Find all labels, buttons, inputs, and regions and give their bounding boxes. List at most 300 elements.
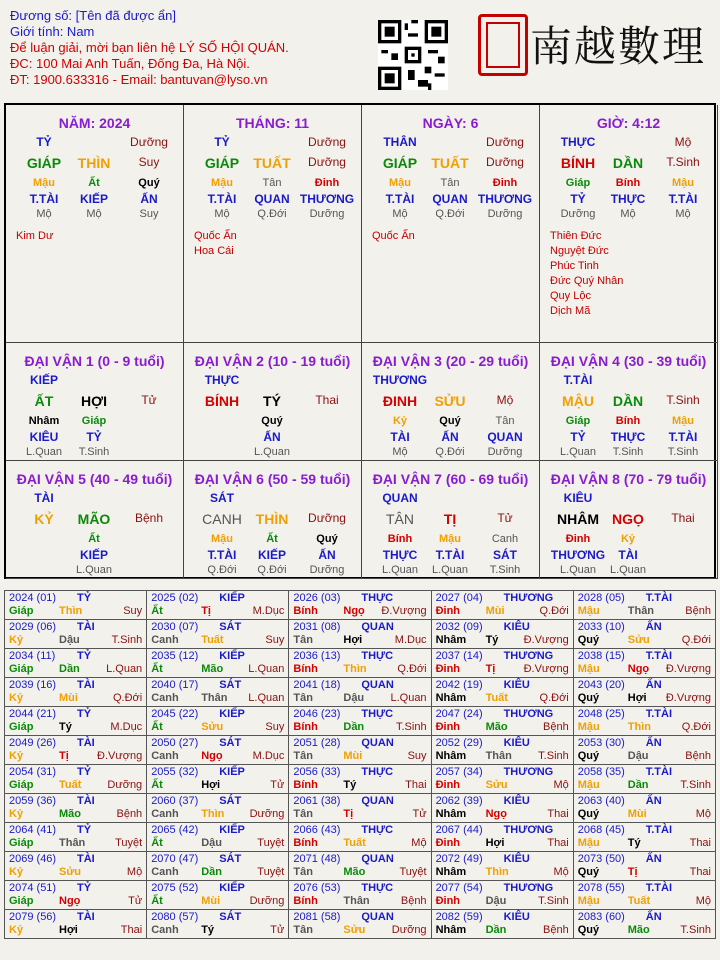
year-ten-god: THỰC <box>361 650 394 662</box>
hidden-state: T.Sinh <box>667 446 699 458</box>
hidden-ten-god: T.TÀI <box>435 548 465 562</box>
hidden-ten-god: TÀI <box>618 548 638 562</box>
year-stem: Ất <box>151 721 163 733</box>
table-row <box>5 765 716 794</box>
luck-cell <box>362 461 540 579</box>
year-ten-god: KIẾP <box>219 650 245 662</box>
year-label: 2061 (38) <box>293 795 341 807</box>
year-label: 2048 (25) <box>577 708 625 720</box>
year-stem: Tân <box>293 750 313 762</box>
year-phase: Tử <box>412 808 427 820</box>
year-ten-god: SÁT <box>219 737 242 749</box>
year-box <box>576 881 713 909</box>
hidden-state: Mộ <box>392 446 408 458</box>
hidden-state: Q.Đới <box>257 208 287 220</box>
year-stem: Bính <box>293 605 318 617</box>
table-row <box>5 823 716 852</box>
year-branch: Tị <box>485 663 496 675</box>
year-phase: Q.Đới <box>397 663 427 675</box>
year-branch: Thân <box>485 750 512 762</box>
year-phase: Tử <box>128 895 143 907</box>
owner-line: Đương số: [Tên đã được ẩn] <box>10 8 176 23</box>
hidden-ten-god: ẤN <box>318 548 336 562</box>
year-phase: Dưỡng <box>107 779 143 791</box>
heavenly-stem: MẬU <box>562 393 594 409</box>
year-cell <box>147 852 289 881</box>
year-cell <box>289 881 431 910</box>
year-cell <box>147 620 289 649</box>
chart-grid <box>4 103 716 579</box>
year-stem: Canh <box>151 750 179 762</box>
year-box <box>291 591 428 619</box>
hidden-stem: Ất <box>88 533 100 545</box>
branch-phase: T.Sinh <box>666 155 700 169</box>
year-cell <box>5 794 147 823</box>
hidden-stem: Mậu <box>439 533 461 545</box>
year-box <box>434 765 571 793</box>
year-branch: Thân <box>627 605 655 617</box>
year-branch: Thìn <box>201 808 225 820</box>
year-phase: Đ.Vượng <box>97 750 143 762</box>
year-stem: Nhâm <box>435 808 467 820</box>
year-box <box>434 736 571 764</box>
hidden-ten-god: T.TÀI <box>668 430 698 444</box>
year-ten-god: ẤN <box>645 853 662 865</box>
year-phase: Đ.Vượng <box>665 692 711 704</box>
year-cell <box>5 910 147 939</box>
year-stem: Canh <box>151 692 179 704</box>
year-phase: Mộ <box>126 866 143 878</box>
year-phase: Suy <box>407 750 427 762</box>
year-branch: Hợi <box>485 837 505 849</box>
branch-phase: Thai <box>315 393 339 407</box>
hidden-ten-god: THỰC <box>610 192 646 206</box>
year-label: 2066 (43) <box>293 824 341 836</box>
ten-god: SÁT <box>210 491 234 505</box>
year-phase: T.Sinh <box>395 721 427 733</box>
year-branch: Tuất <box>343 837 366 849</box>
year-ten-god: ẤN <box>645 911 662 923</box>
year-stem: Nhâm <box>435 750 467 762</box>
year-phase: Đ.Vượng <box>523 663 569 675</box>
year-phase: T.Sinh <box>538 895 569 907</box>
year-phase: Mộ <box>695 808 711 820</box>
year-ten-god: ẤN <box>645 679 662 691</box>
year-box <box>7 794 144 822</box>
year-cell <box>431 736 573 765</box>
year-ten-god: TÀI <box>77 737 95 749</box>
year-box <box>149 794 286 822</box>
luck-title: ĐẠI VẬN 8 (70 - 79 tuổi) <box>550 471 707 487</box>
year-branch: Mùi <box>201 895 221 907</box>
hidden-ten-god: TỶ <box>86 430 102 444</box>
year-ten-god: SÁT <box>219 795 242 807</box>
earthly-branch: MÃO <box>77 511 111 527</box>
year-branch: Thân <box>201 692 228 704</box>
year-cell <box>289 620 431 649</box>
year-stem: Tân <box>293 866 313 878</box>
year-box <box>291 765 428 793</box>
year-branch: Mùi <box>627 808 647 820</box>
year-phase: Tuyệt <box>399 866 427 878</box>
year-cell <box>573 823 715 852</box>
luck-cell <box>6 461 184 579</box>
year-branch: Thìn <box>59 605 83 617</box>
table-row <box>5 591 716 620</box>
hidden-stem: Mậu <box>211 533 233 545</box>
year-label: 2044 (21) <box>9 708 57 720</box>
year-ten-god: THƯƠNG <box>503 592 554 604</box>
luck-cell <box>540 461 718 579</box>
year-label: 2065 (42) <box>151 824 199 836</box>
year-label: 2039 (16) <box>9 679 57 691</box>
heavenly-stem: KỶ <box>34 511 54 527</box>
year-box <box>149 649 286 677</box>
branch-phase: T.Sinh <box>666 393 700 407</box>
year-cell <box>5 591 147 620</box>
year-label: 2024 (01) <box>9 592 57 604</box>
year-stem: Nhâm <box>435 634 467 646</box>
year-phase: Mộ <box>695 895 711 907</box>
year-ten-god: KIẾP <box>219 592 245 604</box>
branch-phase: Thai <box>671 511 695 525</box>
star-name: Hoa Cái <box>194 245 234 257</box>
year-cell <box>5 678 147 707</box>
year-ten-god: THỰC <box>361 708 394 720</box>
year-branch: Sửu <box>59 866 82 878</box>
table-row <box>5 649 716 678</box>
year-branch: Tý <box>485 634 499 646</box>
year-box <box>7 678 144 706</box>
year-box <box>7 910 144 938</box>
star-name: Kim Dư <box>16 230 54 242</box>
pillars-title: THÁNG: 11 <box>235 115 310 131</box>
star-name: Thiên Đức <box>550 230 602 242</box>
year-branch: Mùi <box>59 692 78 704</box>
year-branch: Dậu <box>485 895 507 907</box>
year-cell <box>573 620 715 649</box>
year-label: 2051 (28) <box>293 737 341 749</box>
hidden-state: Mộ <box>36 208 52 220</box>
year-box <box>7 707 144 735</box>
year-phase: M.Dục <box>110 721 143 733</box>
earthly-branch: NGỌ <box>612 511 644 527</box>
year-cell <box>573 678 715 707</box>
year-stem: Ất <box>151 605 163 617</box>
year-ten-god: THƯƠNG <box>503 882 554 894</box>
year-ten-god: T.TÀI <box>645 766 673 778</box>
luck-cell <box>362 343 540 461</box>
year-label: 2064 (41) <box>9 824 57 836</box>
year-ten-god: KIẾP <box>219 882 245 894</box>
hidden-state: Dưỡng <box>309 208 345 220</box>
year-label: 2029 (06) <box>9 621 57 633</box>
ten-god: TỶ <box>214 135 230 149</box>
year-phase: Tuyệt <box>257 866 285 878</box>
year-stem: Kỷ <box>9 924 24 936</box>
seal-icon <box>478 14 528 76</box>
year-branch: Ngọ <box>343 605 365 617</box>
year-ten-god: SÁT <box>219 621 242 633</box>
luck-cell <box>184 343 362 461</box>
year-ten-god: QUAN <box>361 621 394 633</box>
stars-list <box>372 229 415 244</box>
year-stem: Ất <box>151 779 163 791</box>
pillars-title: GIỜ: 4:12 <box>596 115 661 131</box>
year-stem: Giáp <box>9 895 34 907</box>
year-cell <box>147 591 289 620</box>
year-label: 2083 (60) <box>577 911 625 923</box>
year-ten-god: KIẾP <box>219 824 245 836</box>
year-box <box>434 678 571 706</box>
year-label: 2068 (45) <box>577 824 625 836</box>
year-branch: Dần <box>59 663 80 675</box>
year-phase: T.Sinh <box>111 634 143 646</box>
year-cell <box>431 620 573 649</box>
year-box <box>576 736 713 764</box>
year-label: 2038 (15) <box>577 650 625 662</box>
year-ten-god: TỶ <box>77 824 92 836</box>
year-stem: Nhâm <box>435 866 467 878</box>
year-ten-god: TÀI <box>77 795 95 807</box>
year-branch: Tuất <box>201 634 224 646</box>
ten-god: QUAN <box>382 491 418 505</box>
pillars-title: NĂM: 2024 <box>58 115 131 131</box>
year-branch: Sửu <box>343 924 366 936</box>
year-branch: Dậu <box>59 634 80 646</box>
hidden-stem: Mậu <box>33 177 55 189</box>
year-label: 2047 (24) <box>435 708 483 720</box>
year-label: 2073 (50) <box>577 853 625 865</box>
year-stem: Kỷ <box>9 866 24 878</box>
hidden-stem: Tân <box>440 177 460 189</box>
year-phase: M.Dục <box>252 750 285 762</box>
year-ten-god: QUAN <box>361 737 394 749</box>
year-stem: Mậu <box>577 721 600 733</box>
year-ten-god: QUAN <box>361 795 394 807</box>
hidden-stem: Tân <box>495 415 515 427</box>
year-ten-god: KIÊU <box>503 795 530 807</box>
hidden-ten-god: ẤN <box>263 430 281 444</box>
year-cell <box>147 736 289 765</box>
year-cell <box>289 591 431 620</box>
star-name: Quy Lộc <box>550 290 591 302</box>
hidden-state: Mộ <box>392 208 408 220</box>
year-box <box>434 707 571 735</box>
year-ten-god: THƯƠNG <box>503 824 554 836</box>
year-cell <box>147 881 289 910</box>
year-stem: Mậu <box>577 663 600 675</box>
pillars-cell <box>184 105 362 343</box>
hidden-state: L.Quan <box>609 564 647 576</box>
year-phase: Tuyệt <box>257 837 285 849</box>
year-stem: Đinh <box>435 895 461 907</box>
year-stem: Canh <box>151 634 179 646</box>
branch-phase: Dưỡng <box>486 155 524 169</box>
year-label: 2082 (59) <box>435 911 483 923</box>
luck-title: ĐẠI VẬN 5 (40 - 49 tuổi) <box>16 471 173 487</box>
year-cell <box>5 765 147 794</box>
year-cell <box>431 823 573 852</box>
year-stem: Tân <box>293 924 313 936</box>
year-branch: Tuất <box>485 692 508 704</box>
growth-state: Dưỡng <box>486 135 524 149</box>
year-phase: Bệnh <box>543 721 569 733</box>
table-row <box>5 881 716 910</box>
year-branch: Dần <box>343 721 365 733</box>
hidden-ten-god: THƯƠNG <box>550 548 606 562</box>
year-branch: Tý <box>627 837 641 849</box>
year-phase: Tử <box>270 779 285 791</box>
year-branch: Tị <box>343 808 354 820</box>
year-label: 2079 (56) <box>9 911 57 923</box>
year-phase: Tuyệt <box>115 837 143 849</box>
year-label: 2037 (14) <box>435 650 483 662</box>
year-box <box>149 620 286 648</box>
year-cell <box>289 910 431 939</box>
year-branch: Hợi <box>59 924 78 936</box>
year-ten-god: TỶ <box>77 708 92 720</box>
year-phase: Suy <box>265 721 285 733</box>
hidden-stem: Kỷ <box>620 533 636 545</box>
year-label: 2054 (31) <box>9 766 57 778</box>
year-box <box>149 736 286 764</box>
year-stem: Đinh <box>435 605 461 617</box>
heavenly-stem: GIÁP <box>204 155 240 171</box>
year-box <box>576 852 713 880</box>
year-stem: Canh <box>151 808 179 820</box>
year-ten-god: KIÊU <box>503 853 530 865</box>
year-label: 2078 (55) <box>577 882 625 894</box>
year-branch: Sửu <box>485 779 508 791</box>
phone-line: ĐT: 1900.633316 - Email: bantuvan@lyso.vn <box>10 72 268 87</box>
year-stem: Kỷ <box>9 750 24 762</box>
year-branch: Ngọ <box>627 663 650 675</box>
year-label: 2070 (47) <box>151 853 199 865</box>
year-ten-god: THỰC <box>361 882 394 894</box>
ten-god: THÂN <box>383 135 417 149</box>
year-branch: Dần <box>201 866 222 878</box>
year-phase: Bệnh <box>685 750 711 762</box>
year-box <box>434 591 571 619</box>
luck-cell <box>6 343 184 461</box>
year-box <box>149 910 286 938</box>
year-phase: Mộ <box>553 779 569 791</box>
year-branch: Tý <box>201 924 215 936</box>
year-cell <box>289 707 431 736</box>
year-branch: Tuất <box>627 895 651 907</box>
year-label: 2075 (52) <box>151 882 199 894</box>
earthly-branch: THÌN <box>77 155 111 171</box>
year-cell <box>573 649 715 678</box>
year-box <box>149 765 286 793</box>
year-stem: Đinh <box>435 721 461 733</box>
year-ten-god: QUAN <box>361 911 394 923</box>
year-phase: Mộ <box>411 837 427 849</box>
year-stem: Mậu <box>577 895 600 907</box>
year-cell <box>147 707 289 736</box>
hidden-stem: Đinh <box>492 177 518 189</box>
year-cell <box>5 881 147 910</box>
year-ten-god: TỶ <box>77 650 92 662</box>
hidden-stem: Quý <box>316 533 338 545</box>
year-stem: Quý <box>577 750 600 762</box>
year-ten-god: KIÊU <box>503 737 530 749</box>
year-phase: Bệnh <box>400 895 427 907</box>
year-stem: Kỷ <box>9 692 24 704</box>
year-box <box>7 881 144 909</box>
hidden-state: Q.Đới <box>257 564 287 576</box>
hidden-ten-god: SÁT <box>493 548 517 562</box>
branch-phase: Bệnh <box>134 511 164 525</box>
year-box <box>7 649 144 677</box>
hidden-stem: Tân <box>262 177 282 189</box>
year-phase: Dưỡng <box>249 895 285 907</box>
year-stem: Bính <box>293 895 318 907</box>
year-label: 2071 (48) <box>293 853 341 865</box>
year-branch: Dần <box>485 924 507 936</box>
year-box <box>434 852 571 880</box>
year-box <box>576 765 713 793</box>
hidden-state: Mộ <box>86 208 102 220</box>
heavenly-stem: CANH <box>202 511 242 527</box>
year-branch: Sửu <box>627 634 650 646</box>
year-box <box>149 707 286 735</box>
pillars-cell <box>540 105 718 343</box>
year-ten-god: TỶ <box>77 882 92 894</box>
pillars-cell <box>362 105 540 343</box>
growth-state: Dưỡng <box>130 135 168 149</box>
year-label: 2027 (04) <box>435 592 483 604</box>
year-label: 2080 (57) <box>151 911 199 923</box>
luck-cell <box>184 461 362 579</box>
hidden-stem: Canh <box>491 533 519 545</box>
year-box <box>576 823 713 851</box>
year-ten-god: THƯƠNG <box>503 650 554 662</box>
hidden-ten-god: T.TÀI <box>385 192 415 206</box>
year-stem: Giáp <box>9 779 34 791</box>
heavenly-stem: BÍNH <box>204 393 240 409</box>
year-ten-god: QUAN <box>361 853 394 865</box>
year-ten-god: ẤN <box>645 737 662 749</box>
hidden-stem: Quý <box>261 415 283 427</box>
year-branch: Ngọ <box>201 750 223 762</box>
year-stem: Đinh <box>435 663 461 675</box>
star-name: Đức Quý Nhân <box>550 275 624 287</box>
year-branch: Dậu <box>627 750 649 762</box>
year-stem: Quý <box>577 634 600 646</box>
year-stem: Giáp <box>9 605 34 617</box>
year-ten-god: KIÊU <box>503 911 530 923</box>
hidden-ten-god: ẤN <box>441 430 459 444</box>
year-branch: Ngọ <box>59 895 81 907</box>
year-phase: Đ.Vượng <box>381 605 427 617</box>
year-label: 2052 (29) <box>435 737 483 749</box>
year-branch: Thìn <box>343 663 367 675</box>
year-box <box>434 910 571 938</box>
year-label: 2040 (17) <box>151 679 199 691</box>
heavenly-stem: ĐINH <box>382 393 418 409</box>
hidden-state: L.Quan <box>253 446 291 458</box>
year-branch: Tý <box>59 721 72 733</box>
branch-phase: Tử <box>141 393 157 407</box>
year-ten-god: T.TÀI <box>645 882 673 894</box>
hidden-stem: Bính <box>387 533 413 545</box>
year-label: 2030 (07) <box>151 621 199 633</box>
hidden-state: Mộ <box>620 208 636 220</box>
year-label: 2057 (34) <box>435 766 483 778</box>
year-stem: Đinh <box>435 779 461 791</box>
